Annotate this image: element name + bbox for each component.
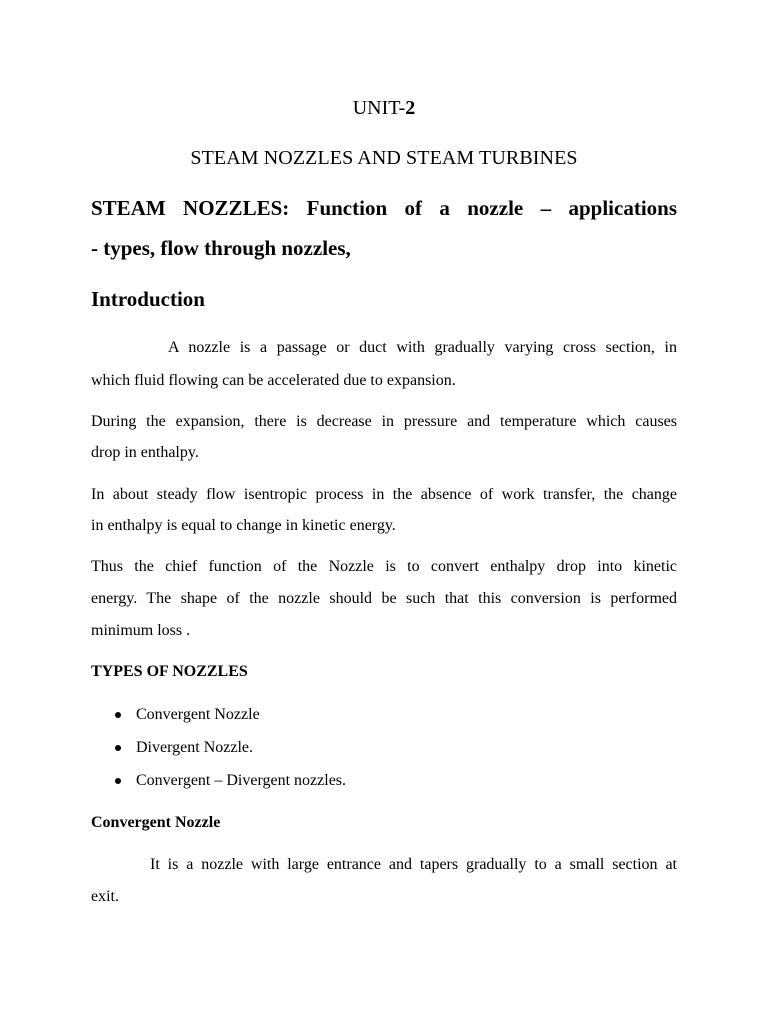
list-item-label: Convergent Nozzle <box>136 706 260 723</box>
section-heading-line-2: - types, flow through nozzles, <box>91 236 351 260</box>
convergent-para-line-2: exit. <box>91 888 119 905</box>
paragraph-2-line-2: drop in enthalpy. <box>91 444 199 461</box>
section-heading-line-1: STEAM NOZZLES: Function of a nozzle – applications <box>91 196 677 220</box>
paragraph-2-line-1: During the expansion, there is decrease in pressure and temperature which causes <box>91 413 677 430</box>
list-item-label: Convergent – Divergent nozzles. <box>136 772 347 789</box>
unit-label <box>0 98 768 118</box>
paragraph-3-line-1: In about steady flow isentropic process in the absence of work transfer, the change <box>91 486 677 503</box>
bullet-icon <box>115 778 121 784</box>
paragraph-4-line-1: Thus the chief function of the Nozzle is to convert enthalpy drop into kinetic <box>91 558 677 575</box>
introduction-heading: Introduction <box>91 287 205 311</box>
unit-number: 2 <box>405 97 416 119</box>
document-title: STEAM NOZZLES AND STEAM TURBINES <box>190 147 578 169</box>
types-heading: TYPES OF NOZZLES <box>91 663 248 680</box>
bullet-icon <box>115 745 121 751</box>
paragraph-3-line-2: in enthalpy is equal to change in kinetic energy. <box>91 517 396 534</box>
convergent-nozzle-heading: Convergent Nozzle <box>91 814 221 831</box>
bullet-icon <box>115 712 121 718</box>
paragraph-1-line-2: which fluid flowing can be accelerated due to expansion. <box>91 372 456 389</box>
convergent-para-line-1: It is a nozzle with large entrance and tapers gradually to a small section at <box>150 856 677 873</box>
paragraph-1-line-1: A nozzle is a passage or duct with gradually varying cross section, in <box>168 339 677 356</box>
paragraph-4-line-3: minimum loss . <box>91 622 191 639</box>
unit-prefix: UNIT- <box>352 97 406 119</box>
paragraph-4-line-2: energy. The shape of the nozzle should be such that this conversion is performed <box>91 590 677 607</box>
list-item-label: Divergent Nozzle. <box>136 739 253 756</box>
